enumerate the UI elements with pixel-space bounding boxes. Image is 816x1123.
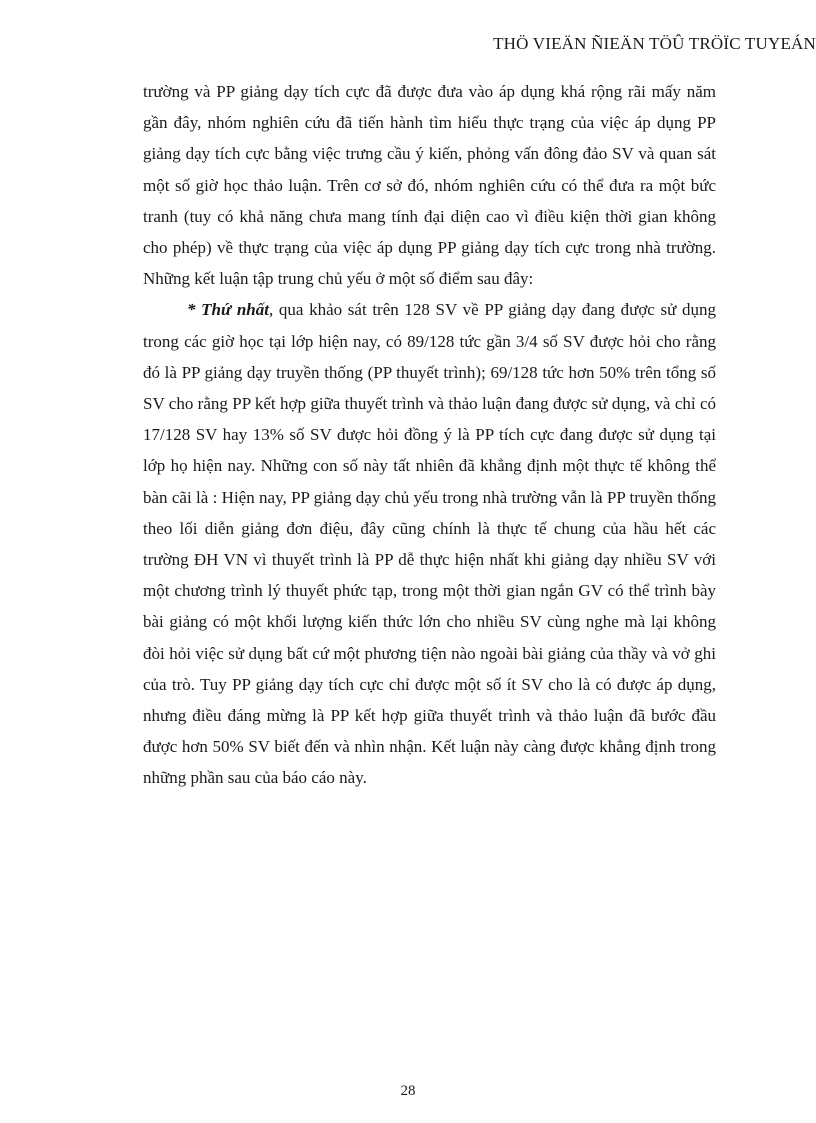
page-header-title: THÖ VIEÄN ÑIEÄN TÖÛ TRÖÏC TUYEÁN	[493, 34, 816, 53]
paragraph-2-text: , qua khảo sát trên 128 SV về PP giảng dạy đang được sử dụng trong các giờ học tại lớp hiện nay, có 89/128 tức gần 3/4 số SV được hỏi cho rằng đó là PP giảng dạy truyền thống (PP thuyết trình); 69/128 tức hơn 50% trên tổng số SV cho rằng PP kết hợp giữa thuyết trình và thảo luận đang được sử dụng, và chỉ có 17/128 SV hay 13% số SV được hỏi đồng ý là PP tích cực đang được sử dụng tại lớp họ hiện nay. Những con số này tất nhiên đã khẳng định một thực tế không thể bàn cãi là : Hiện nay, PP giảng dạy chủ yếu trong nhà trường vẫn là PP truyền thống theo lối diễn giảng đơn điệu, đây cũng chính là thực tế chung của hầu hết các trường ĐH VN vì thuyết trình là PP dễ thực hiện nhất khi giảng dạy nhiều SV với một chương trình lý thuyết phức tạp, trong một thời gian ngắn GV có thể trình bày bài giảng có một khối lượng kiến thức lớn cho nhiều SV cùng nghe mà lại không đòi hỏi việc sử dụng bất cứ một phương tiện nào ngoài bài giảng của thầy và vở ghi của trò. Tuy PP giảng dạy tích cực chỉ được một số ít SV cho là có được áp dụng, nhưng điều đáng mừng là PP kết hợp giữa thuyết trình và thảo luận đã bước đầu được hơn 50% SV biết đến và nhìn nhận. Kết luận này càng được khẳng định trong những phần sau của báo cáo này.	[143, 300, 716, 788]
paragraph-2	[143, 294, 716, 793]
paragraph-1: trường và PP giảng dạy tích cực đã được đưa vào áp dụng khá rộng rãi mấy năm gần đây, nhóm nghiên cứu đã tiến hành tìm hiểu thực trạng của việc áp dụng PP giảng dạy tích cực bằng việc trưng cầu ý kiến, phỏng vấn đông đảo SV và quan sát một số giờ học thảo luận. Trên cơ sở đó, nhóm nghiên cứu có thể đưa ra một bức tranh (tuy có khả năng chưa mang tính đại diện cao vì điều kiện thời gian không cho phép) về thực trạng của việc áp dụng PP giảng dạy tích cực trong nhà trường. Những kết luận tập trung chủ yếu ở một số điểm sau đây:	[143, 82, 716, 289]
paragraph-2-lead: * Thứ nhất	[187, 300, 269, 320]
page-number: 28	[400, 1083, 416, 1099]
document-body	[143, 76, 716, 794]
